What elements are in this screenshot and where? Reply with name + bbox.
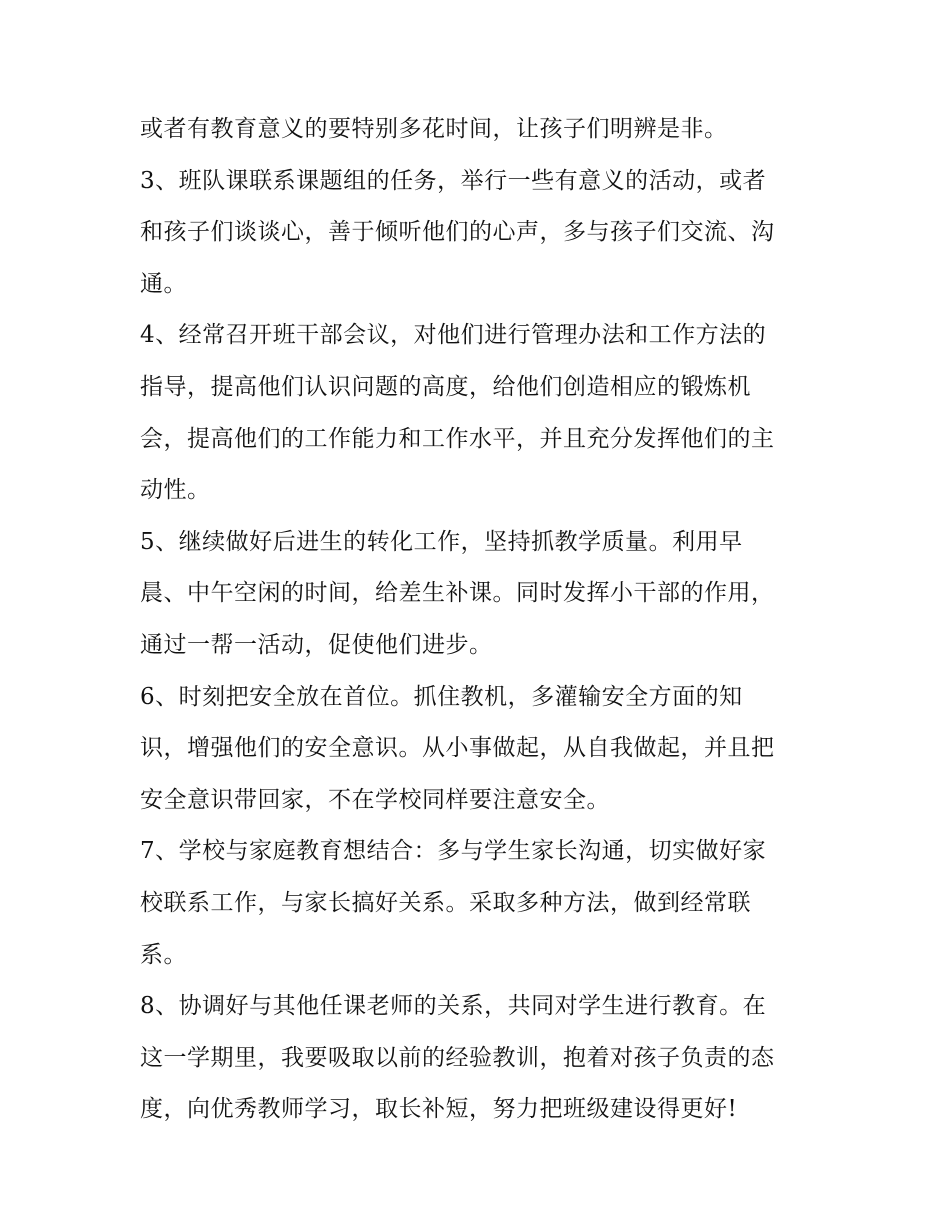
text-line: 安全意识带回家，不在学校同样要注意安全。 <box>140 786 610 813</box>
text-line: 晨、中午空闲的时间，给差生补课。同时发挥小干部的作用， <box>140 580 775 607</box>
text-line: 4、经常召开班干部会议，对他们进行管理办法和工作方法的 <box>140 322 767 349</box>
text-line: 通过一帮一活动，促使他们进步。 <box>140 631 493 658</box>
text-line: 系。 <box>140 941 187 968</box>
text-line: 和孩子们谈谈心，善于倾听他们的心声，多与孩子们交流、沟 <box>140 219 775 246</box>
text-line: 这一学期里，我要吸取以前的经验教训，抱着对孩子负责的态 <box>140 1044 775 1071</box>
text-line: 6、时刻把安全放在首位。抓住教机，多灌输安全方面的知 <box>140 683 743 710</box>
text-line: 动性。 <box>140 477 211 504</box>
text-line: 识，增强他们的安全意识。从小事做起，从自我做起，并且把 <box>140 735 775 762</box>
text-line: 校联系工作，与家长搞好关系。采取多种方法，做到经常联 <box>140 889 751 916</box>
document-body <box>140 104 840 1136</box>
text-line: 7、学校与家庭教育想结合：多与学生家长沟通，切实做好家 <box>140 838 767 865</box>
text-line: 8、协调好与其他任课老师的关系，共同对学生进行教育。在 <box>140 993 767 1020</box>
text-line: 5、继续做好后进生的转化工作，坚持抓教学质量。利用早 <box>140 528 743 555</box>
text-line: 通。 <box>140 270 187 297</box>
text-line: 3、班队课联系课题组的任务，举行一些有意义的活动，或者 <box>140 167 767 194</box>
text-line: 度，向优秀教师学习，取长补短，努力把班级建设得更好! <box>140 1096 738 1123</box>
text-line: 指导，提高他们认识问题的高度，给他们创造相应的锻炼机 <box>140 373 751 400</box>
text-line: 或者有教育意义的要特别多花时间，让孩子们明辨是非。 <box>140 116 728 142</box>
text-line: 会，提高他们的工作能力和工作水平，并且充分发挥他们的主 <box>140 425 775 452</box>
